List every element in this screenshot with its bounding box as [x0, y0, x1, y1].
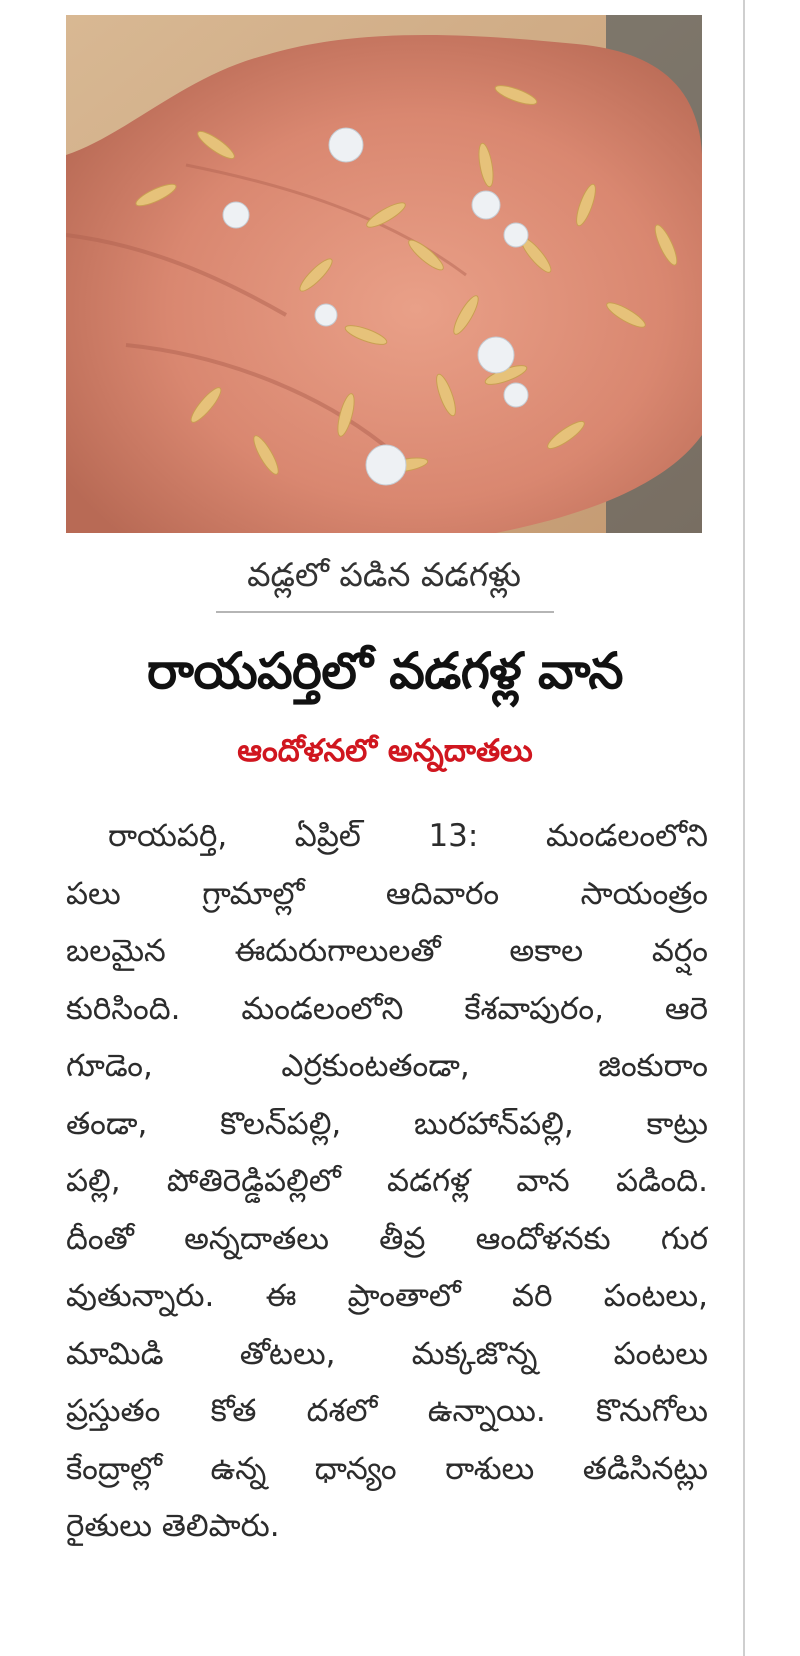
- body-line: కేంద్రాల్లో ఉన్న ధాన్యం రాశులు తడిసినట్లు: [66, 1450, 708, 1487]
- body-line: రాయపర్తి, ఏప్రిల్ 13: మండలంలోని: [108, 818, 708, 854]
- body-line: ప్రస్తుతం కోత దశలో ఉన్నాయి. కొనుగోలు: [66, 1393, 708, 1429]
- body-line: మామిడి తోటలు, మక్కజొన్న పంటలు: [66, 1335, 708, 1372]
- body-line: రైతులు తెలిపారు.: [66, 1508, 280, 1544]
- photo-caption: వడ్లలో పడిన వడగళ్లు: [247, 555, 521, 594]
- column-divider: [743, 0, 745, 1656]
- news-photo: [66, 15, 702, 533]
- body-line: పల్లి, పోతిరెడ్డిపల్లిలో వడగళ్ల వాన పడింది.: [66, 1163, 708, 1199]
- article-body: [66, 808, 708, 1556]
- body-line: పలు గ్రామాల్లో ఆదివారం సాయంత్రం: [66, 875, 708, 912]
- subheadline: ఆందోళనలో అన్నదాతలు: [237, 733, 533, 769]
- body-line: గూడెం, ఎర్రకుంటతండా, జింకురాం: [66, 1048, 708, 1084]
- caption-underline: [216, 611, 554, 613]
- body-line: తండా, కొలన్‌పల్లి, బురహాన్‌పల్లి, కాట్రు: [66, 1105, 708, 1142]
- body-line: కురిసింది. మండలంలోని కేశవాపురం, ఆరె: [66, 990, 708, 1027]
- body-line: వుతున్నారు. ఈ ప్రాంతాలో వరి పంటలు,: [66, 1278, 708, 1314]
- body-line: బలమైన ఈదురుగాలులతో అకాల వర్షం: [66, 933, 708, 969]
- body-line: దీంతో అన్నదాతలు తీవ్ర ఆందోళనకు గుర: [66, 1220, 708, 1257]
- headline: రాయపర్తిలో వడగళ్ల వాన: [146, 642, 623, 700]
